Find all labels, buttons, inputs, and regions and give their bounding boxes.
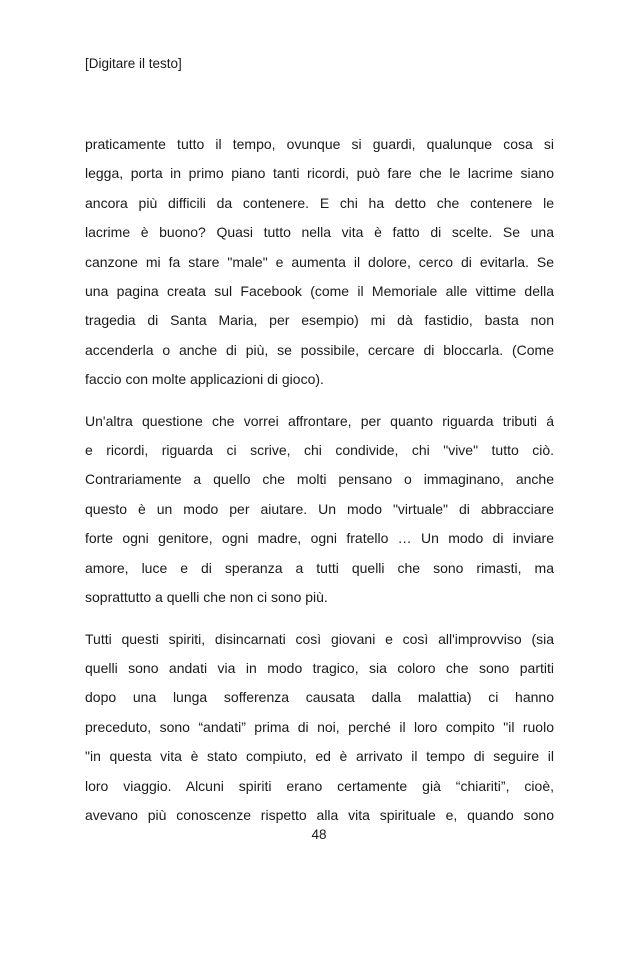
text-line: Un'altra questione che vorrei affrontare, per quanto riguarda tributi á bbox=[85, 412, 554, 429]
text-line: amore, luce e di speranza a tutti quelli che sono rimasti, ma bbox=[85, 559, 554, 576]
text-line: dopo una lunga sofferenza causata dalla malattia) ci hanno bbox=[85, 689, 554, 706]
paragraph-3 bbox=[85, 625, 554, 831]
text-line: Contrariamente a quello che molti pensano o immaginano, anche bbox=[85, 471, 554, 488]
text-line: Tutti questi spiriti, disincarnati così giovani e così all'improvviso (sia bbox=[85, 630, 554, 647]
text-line: canzone mi fa stare "male" e aumenta il dolore, cerco di evitarla. Se bbox=[85, 253, 554, 270]
paragraph-2 bbox=[85, 407, 554, 613]
text-line: ancora più difficili da contenere. E chi ha detto che contenere le bbox=[85, 194, 554, 211]
text-line: avevano più conoscenze rispetto alla vita spirituale e, quando sono bbox=[85, 806, 554, 823]
text-line: accenderla o anche di più, se possibile, cercare di bloccarla. (Come bbox=[85, 341, 554, 358]
text-line: lacrime è buono? Quasi tutto nella vita è fatto di scelte. Se una bbox=[85, 224, 554, 241]
text-line: praticamente tutto il tempo, ovunque si guardi, qualunque cosa si bbox=[85, 136, 554, 152]
text-line: loro viaggio. Alcuni spiriti erano certamente già “chiariti”, cioè, bbox=[85, 777, 554, 794]
text-line: soprattutto a quelli che non ci sono più. bbox=[85, 589, 328, 606]
text-line: una pagina creata sul Facebook (come il Memoriale alle vittime della bbox=[85, 283, 554, 300]
text-line: faccio con molte applicazioni di gioco). bbox=[85, 371, 324, 388]
text-line: questo è un modo per aiutare. Un modo "virtuale" di abbracciare bbox=[85, 500, 554, 517]
text-line: tragedia di Santa Maria, per esempio) mi dà fastidio, basta non bbox=[85, 312, 554, 329]
text-line: preceduto, sono “andati” prima di noi, perché il loro compito "il ruolo bbox=[85, 718, 554, 735]
text-line: e ricordi, riguarda ci scrive, chi condivide, chi "vive" tutto ciò. bbox=[85, 442, 554, 459]
text-line: forte ogni genitore, ogni madre, ogni fratello … Un modo di inviare bbox=[85, 530, 554, 547]
text-line: legga, porta in primo piano tanti ricordi, può fare che le lacrime siano bbox=[85, 165, 554, 182]
body-text bbox=[85, 130, 554, 842]
text-line: "in questa vita è stato compiuto, ed è arrivato il tempo di seguire il bbox=[85, 748, 554, 765]
paragraph-1 bbox=[85, 130, 554, 395]
text-line: quelli sono andati via in modo tragico, sia coloro che sono partiti bbox=[85, 659, 554, 676]
page-header: [Digitare il testo] bbox=[85, 56, 182, 71]
page-number: 48 bbox=[311, 827, 327, 842]
